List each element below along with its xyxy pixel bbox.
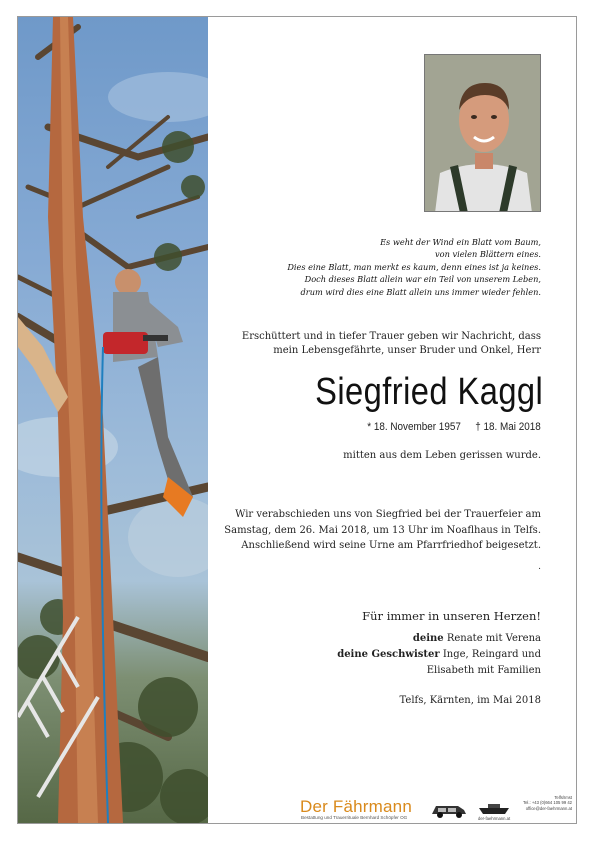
contact-line: office@der-faehrmann.at <box>525 805 572 811</box>
funeral-home-logo: Der Fährmann <box>300 797 412 816</box>
mourners-list <box>221 631 541 679</box>
place-date: Telfs, Kärnten, im Mai 2018 <box>399 695 541 706</box>
memorial-verse <box>241 236 541 298</box>
separator-dot: . <box>538 562 541 572</box>
deceased-name: Siegfried Kaggl <box>314 371 543 413</box>
death-date: † 18. Mai 2018 <box>475 421 541 433</box>
announcement-line: mein Lebensgefährte, unser Bruder und Onkel, Herr <box>273 344 541 356</box>
mourner-line <box>221 647 541 663</box>
verse-line: Dies eine Blatt, man merkt es kaum, denn eines ist ja keines. <box>287 261 541 272</box>
mourner-relation: deine <box>412 633 444 644</box>
mourner-names: Inge, Reingard und <box>439 649 541 660</box>
boat-icon <box>478 802 510 816</box>
verse-line: von vielen Blättern eines. <box>435 249 541 260</box>
hearse-icon <box>430 800 468 820</box>
ceremony-line: Samstag, dem 26. Mai 2018, um 13 Uhr im Noaflhaus in Telfs. <box>224 524 541 536</box>
tree-climber-photo <box>18 17 208 823</box>
portrait-photo <box>424 54 541 212</box>
verse-line: Doch dieses Blatt allein war ein Teil von unserem Leben, <box>304 274 541 285</box>
taken-line: mitten aus dem Leben gerissen wurde. <box>343 450 541 461</box>
ceremony-line: Anschließend wird seine Urne am Pfarrfriedhof beigesetzt. <box>241 540 541 551</box>
ceremony-line: Wir verabschieden uns von Siegfried bei der Trauerfeier am <box>235 509 541 520</box>
contact-info <box>512 795 572 811</box>
mourner-relation: deine Geschwister <box>337 649 440 660</box>
contact-line: Tel.: +43 (0)664 105 99 42 <box>522 800 572 806</box>
closing-heading: Für immer in unseren Herzen! <box>362 609 541 623</box>
mourner-names: Renate mit Verena <box>443 633 541 644</box>
life-dates <box>368 421 541 433</box>
verse-line: drum wird dies eine Blatt allein uns immer wieder fehlen. <box>300 286 541 297</box>
birth-date: * 18. November 1957 <box>367 421 462 433</box>
mourner-line <box>221 631 541 647</box>
website-link[interactable]: der-faehrmann.at <box>478 816 511 821</box>
announcement-text <box>221 330 541 357</box>
verse-line: Es weht der Wind ein Blatt vom Baum, <box>380 237 541 247</box>
mourner-line: Elisabeth mit Familien <box>426 665 541 676</box>
ceremony-details <box>211 507 541 554</box>
announcement-line: Erschüttert und in tiefer Trauer geben wir Nachricht, dass <box>241 331 541 342</box>
contact-line: Telfs/Imst <box>554 795 572 800</box>
funeral-home-subtitle: Bestattung und Trauerrituale Bernhard Schöpfer OG <box>301 815 408 820</box>
